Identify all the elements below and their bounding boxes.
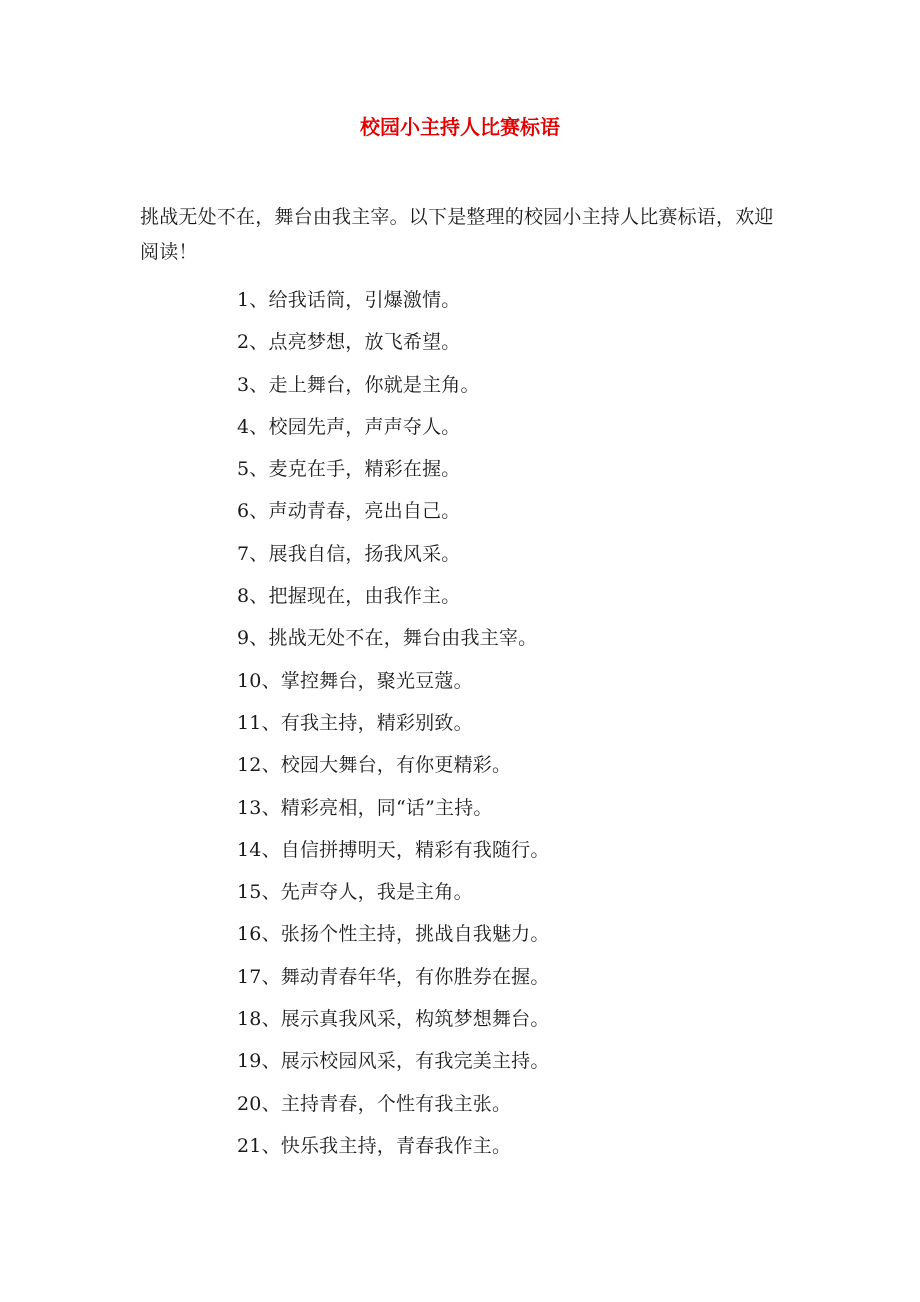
- slogan-item: 8、把握现在，由我作主。: [237, 585, 461, 608]
- slogan-item: 9、挑战无处不在，舞台由我主宰。: [237, 627, 538, 650]
- slogan-list: [237, 283, 550, 1171]
- slogan-item: 11、有我主持，精彩别致。: [237, 711, 473, 734]
- slogan-item: 12、校园大舞台，有你更精彩。: [237, 754, 512, 777]
- slogan-item: 18、展示真我风采，构筑梦想舞台。: [237, 1008, 550, 1031]
- slogan-item: 14、自信拼搏明天，精彩有我随行。: [237, 838, 550, 861]
- slogan-item: 5、麦克在手，精彩在握。: [237, 458, 461, 481]
- slogan-item: 4、校园先声，声声夺人。: [237, 415, 461, 438]
- slogan-item: 19、展示校园风采，有我完美主持。: [237, 1050, 550, 1073]
- slogan-item: 3、走上舞台，你就是主角。: [237, 373, 480, 396]
- slogan-item: 6、声动青春，亮出自己。: [237, 500, 461, 523]
- slogan-item: 7、展我自信，扬我风采。: [237, 542, 461, 565]
- intro-paragraph: 挑战无处不在，舞台由我主宰。以下是整理的校园小主持人比赛标语，欢迎阅读！: [140, 206, 774, 263]
- slogan-item: 1、给我话筒，引爆激情。: [237, 289, 461, 311]
- slogan-item: 21、快乐我主持，青春我作主。: [237, 1134, 512, 1157]
- slogan-item: 15、先声夺人，我是主角。: [237, 881, 473, 904]
- slogan-item: 10、掌控舞台，聚光豆蔻。: [237, 669, 473, 692]
- slogan-item: 13、精彩亮相，同“话”主持。: [237, 796, 493, 819]
- slogan-item: 2、点亮梦想，放飞希望。: [237, 331, 461, 354]
- slogan-item: 20、主持青春，个性有我主张。: [237, 1092, 512, 1115]
- document-title: 校园小主持人比赛标语: [360, 115, 560, 139]
- slogan-item: 16、张扬个性主持，挑战自我魅力。: [237, 923, 550, 946]
- slogan-item: 17、舞动青春年华，有你胜券在握。: [237, 965, 550, 988]
